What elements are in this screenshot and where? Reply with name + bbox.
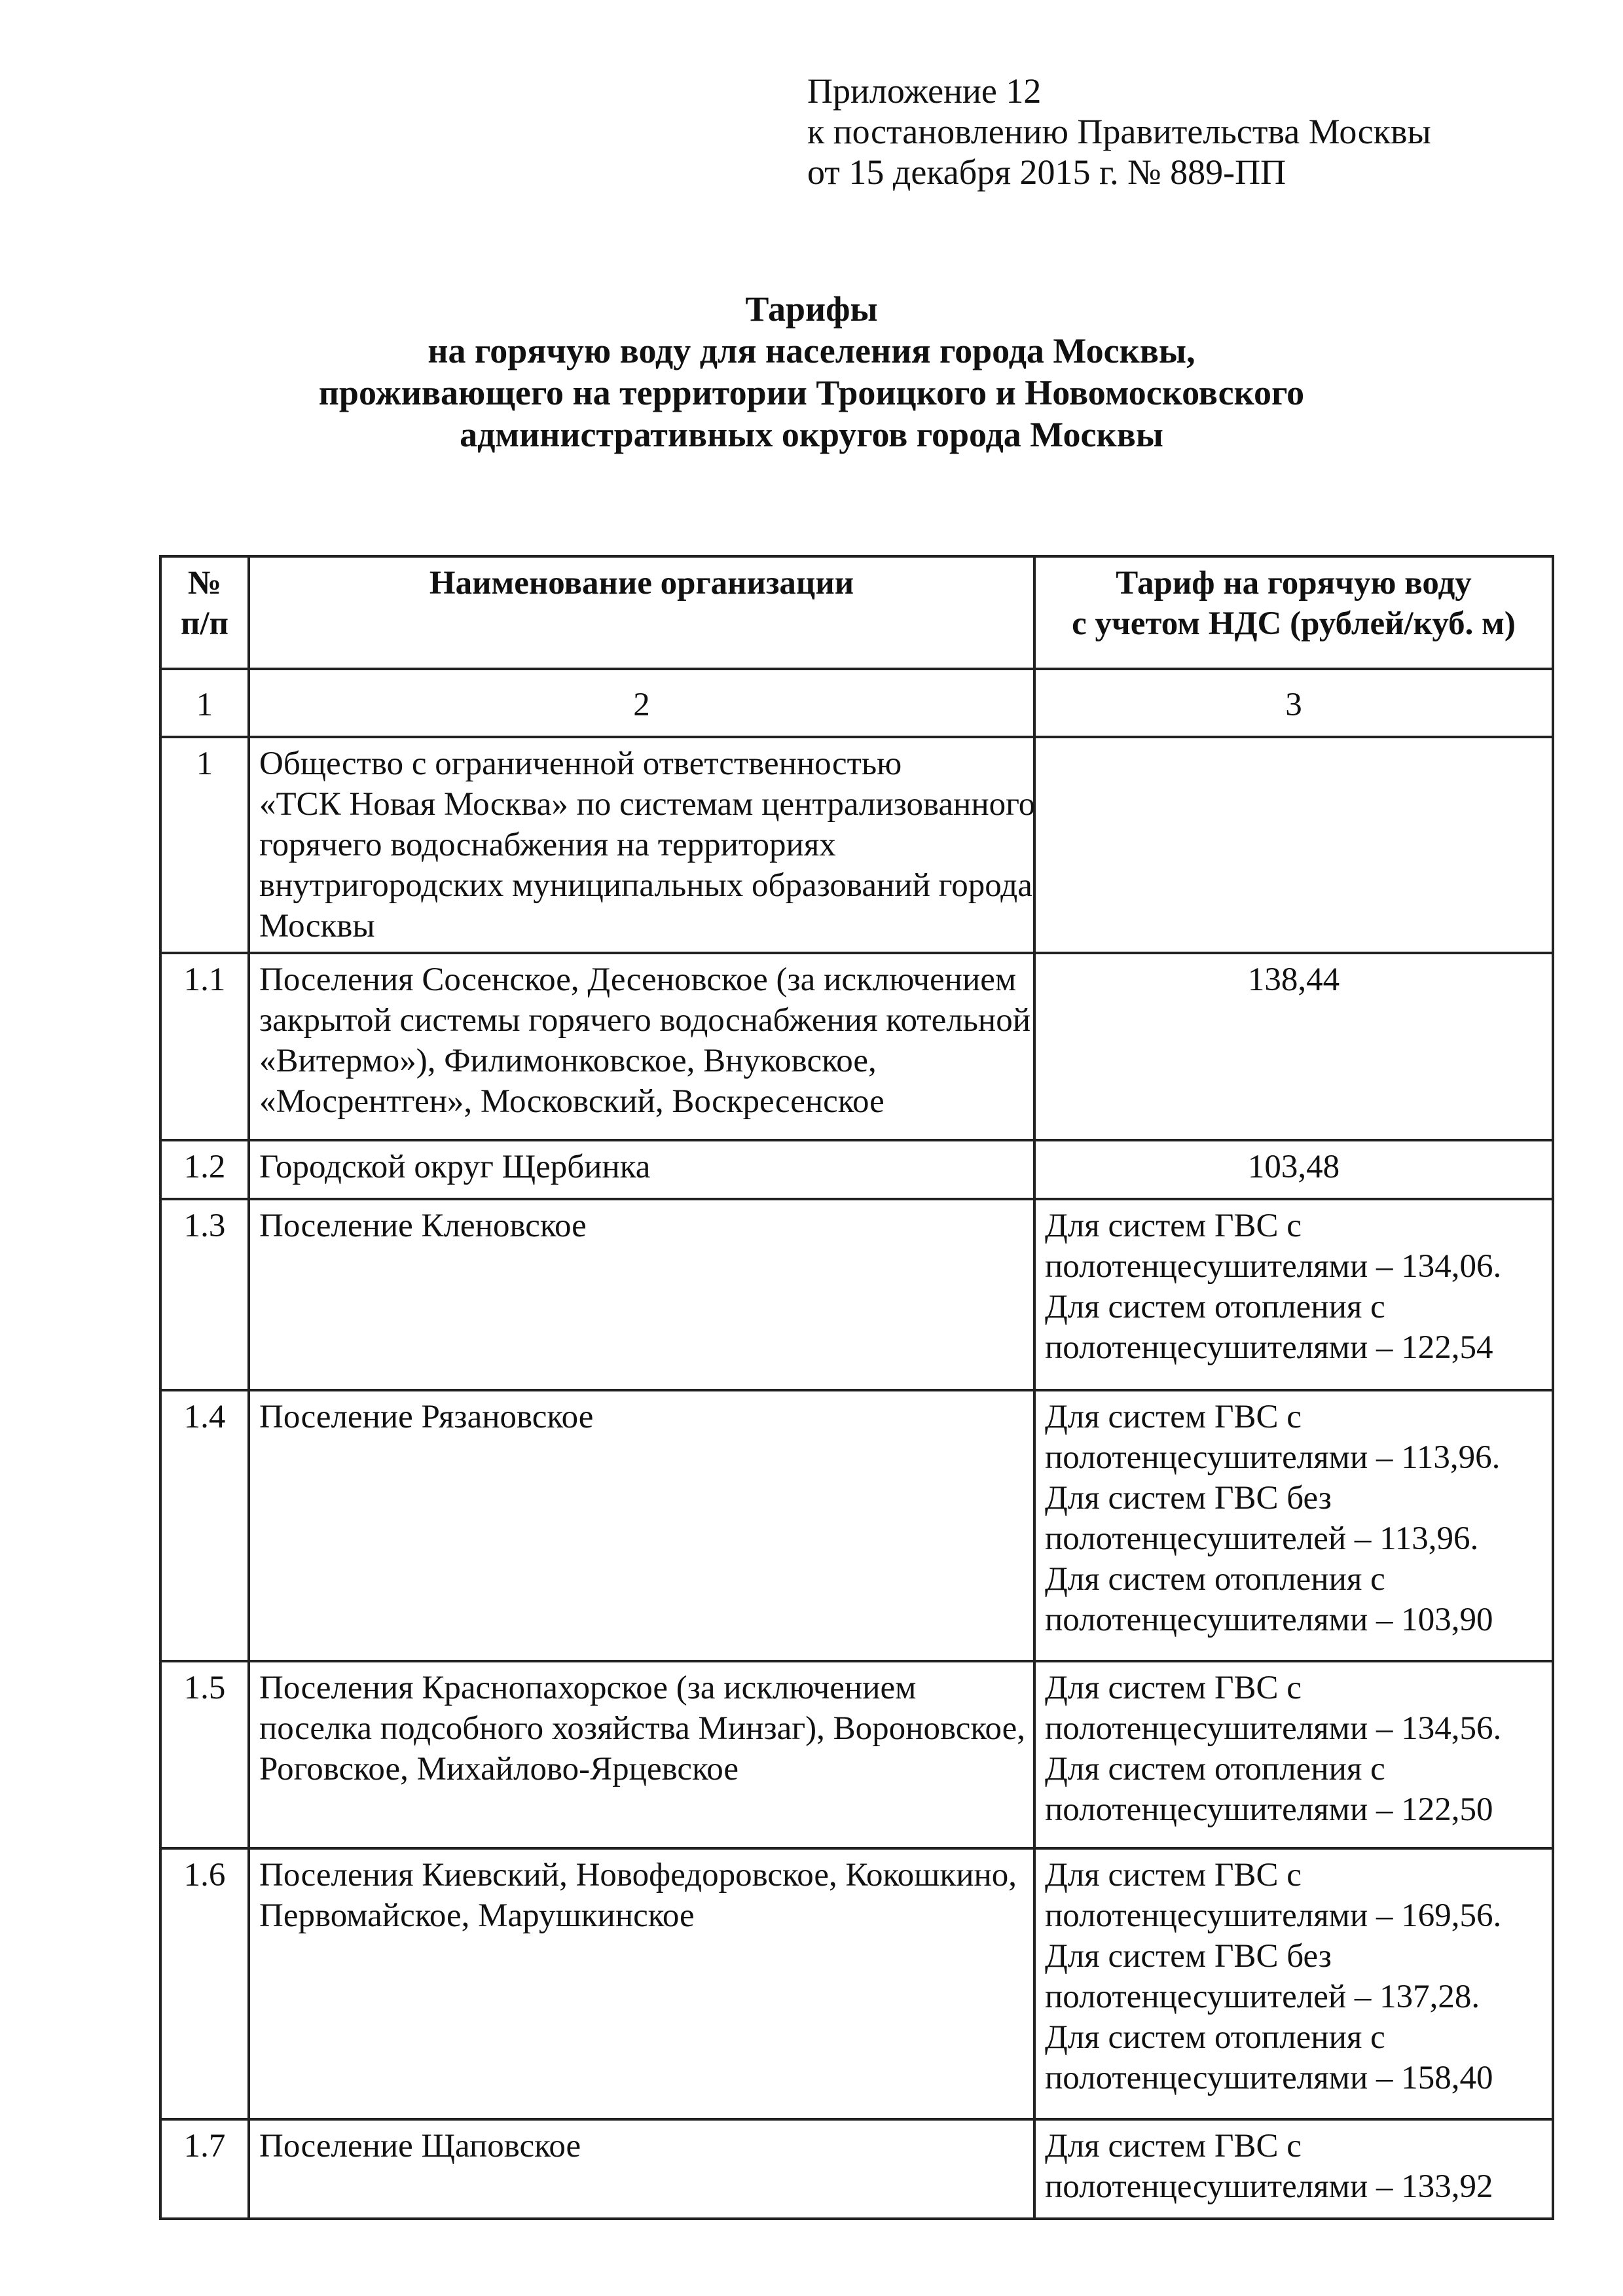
organization-name-line: «Витермо»), Филимонковское, Внуковское, [259,1043,877,1079]
organization-name [249,1848,1034,2119]
organization-name-line: Москвы [259,908,375,944]
tariff-value-line: Для систем ГВС с [1045,2128,1302,2164]
tariff-value [1034,2119,1553,2219]
column-number-2: 2 [249,669,1034,737]
table-row [160,1199,1553,1390]
row-number: 1 [160,737,249,953]
organization-name [249,2119,1034,2219]
tariff-value-line: Для систем ГВС с [1045,1399,1302,1435]
tariff-value [1034,953,1553,1140]
table-row [160,1661,1553,1848]
organization-name-line: «ТСК Новая Москва» по системам централизованного [259,786,1036,823]
tariff-value-line: Для систем отопления с [1045,1751,1385,1787]
organization-name-line: Первомайское, Марушкинское [259,1897,695,1934]
header-number-line-1: № [187,565,222,601]
appendix-line-1: Приложение 12 [807,71,1042,111]
table-header-row [160,556,1553,669]
organization-name-line: внутригородских муниципальных образований города [259,867,1032,904]
title-line-2: на горячую воду для населения города Москвы, [428,331,1195,370]
tariff-value [1034,1199,1553,1390]
tariff-value-line: Для систем ГВС с [1045,1857,1302,1893]
tariffs-table [159,555,1554,2220]
header-organization [249,556,1034,669]
tariff-value-line: Для систем ГВС без [1045,1480,1332,1516]
row-number: 1.3 [160,1199,249,1390]
table-row [160,953,1553,1140]
column-number-1: 1 [160,669,249,737]
row-number: 1.2 [160,1140,249,1199]
tariff-value-line: 138,44 [1247,961,1340,998]
tariff-value-line: полотенцесушителями – 122,54 [1045,1329,1493,1366]
column-number-3: 3 [1034,669,1553,737]
column-numbers-row [160,669,1553,737]
header-tariff-line-2: с учетом НДС (рублей/куб. м) [1072,605,1516,642]
organization-name [249,1199,1034,1390]
table-body [160,737,1553,2219]
organization-name-line: Поселение Рязановское [259,1399,594,1435]
organization-name-line: Поселение Кленовское [259,1208,587,1244]
organization-name [249,1661,1034,1848]
appendix-line-3: от 15 декабря 2015 г. № 889-ПП [807,152,1286,192]
organization-name-line: закрытой системы горячего водоснабжения котельной [259,1002,1031,1039]
table-row [160,2119,1553,2219]
tariff-value-line: Для систем ГВС без [1045,1938,1332,1975]
table-row [160,737,1553,953]
organization-name-line: Поселения Сосенское, Десеновское (за исключением [259,961,1017,998]
table-row [160,1390,1553,1661]
header-number [160,556,249,669]
tariff-value [1034,1390,1553,1661]
header-organization-label: Наименование организации [429,565,854,601]
tariff-value-line: полотенцесушителей – 113,96. [1045,1520,1479,1557]
tariff-value-line: 103,48 [1247,1149,1340,1185]
title-line-4: административных округов города Москвы [460,415,1163,454]
row-number: 1.6 [160,1848,249,2119]
tariff-value [1034,1140,1553,1199]
table-row [160,1140,1553,1199]
organization-name-line: Роговское, Михайлово-Ярцевское [259,1751,739,1787]
appendix-reference [807,71,1431,192]
appendix-line-2: к постановлению Правительства Москвы [807,112,1431,151]
tariff-value-line: полотенцесушителями – 134,56. [1045,1710,1502,1747]
title-line-1: Тарифы [745,289,878,329]
header-tariff-line-1: Тариф на горячую воду [1116,565,1472,601]
organization-name [249,953,1034,1140]
tariff-value-line: полотенцесушителями – 169,56. [1045,1897,1502,1934]
tariff-value-line: Для систем отопления с [1045,2019,1385,2056]
organization-name [249,737,1034,953]
tariff-value-line: полотенцесушителями – 122,50 [1045,1791,1493,1828]
row-number: 1.1 [160,953,249,1140]
tariff-value-line: полотенцесушителями – 158,40 [1045,2060,1493,2096]
title-line-3: проживающего на территории Троицкого и Новомосковского [318,373,1305,412]
organization-name-line: горячего водоснабжения на территориях [259,827,836,863]
tariff-value-line: полотенцесушителями – 103,90 [1045,1602,1493,1638]
header-number-line-2: п/п [181,605,228,642]
tariff-value-line: полотенцесушителей – 137,28. [1045,1979,1480,2015]
row-number: 1.4 [160,1390,249,1661]
tariff-value-line: полотенцесушителями – 113,96. [1045,1439,1501,1476]
organization-name-line: Городской округ Щербинка [259,1149,651,1185]
tariff-value-line: Для систем отопления с [1045,1561,1385,1598]
tariff-value [1034,1661,1553,1848]
organization-name-line: Поселения Краснопахорское (за исключением [259,1670,917,1706]
row-number: 1.5 [160,1661,249,1848]
document-title [0,288,1623,456]
tariff-value-line: полотенцесушителями – 134,06. [1045,1248,1502,1285]
organization-name-line: Общество с ограниченной ответственностью [259,745,902,782]
organization-name-line: Поселение Щаповское [259,2128,581,2164]
header-tariff [1034,556,1553,669]
tariff-value-line: Для систем отопления с [1045,1289,1385,1325]
tariff-value [1034,737,1553,953]
organization-name-line: «Мосрентген», Московский, Воскресенское [259,1083,884,1120]
table-row [160,1848,1553,2119]
organization-name-line: Поселения Киевский, Новофедоровское, Кокошкино, [259,1857,1017,1893]
organization-name [249,1390,1034,1661]
tariff-value [1034,1848,1553,2119]
row-number: 1.7 [160,2119,249,2219]
organization-name-line: поселка подсобного хозяйства Минзаг), Вороновское, [259,1710,1026,1747]
organization-name [249,1140,1034,1199]
tariff-value-line: Для систем ГВС с [1045,1208,1302,1244]
tariff-value-line: полотенцесушителями – 133,92 [1045,2168,1493,2205]
tariff-value-line: Для систем ГВС с [1045,1670,1302,1706]
